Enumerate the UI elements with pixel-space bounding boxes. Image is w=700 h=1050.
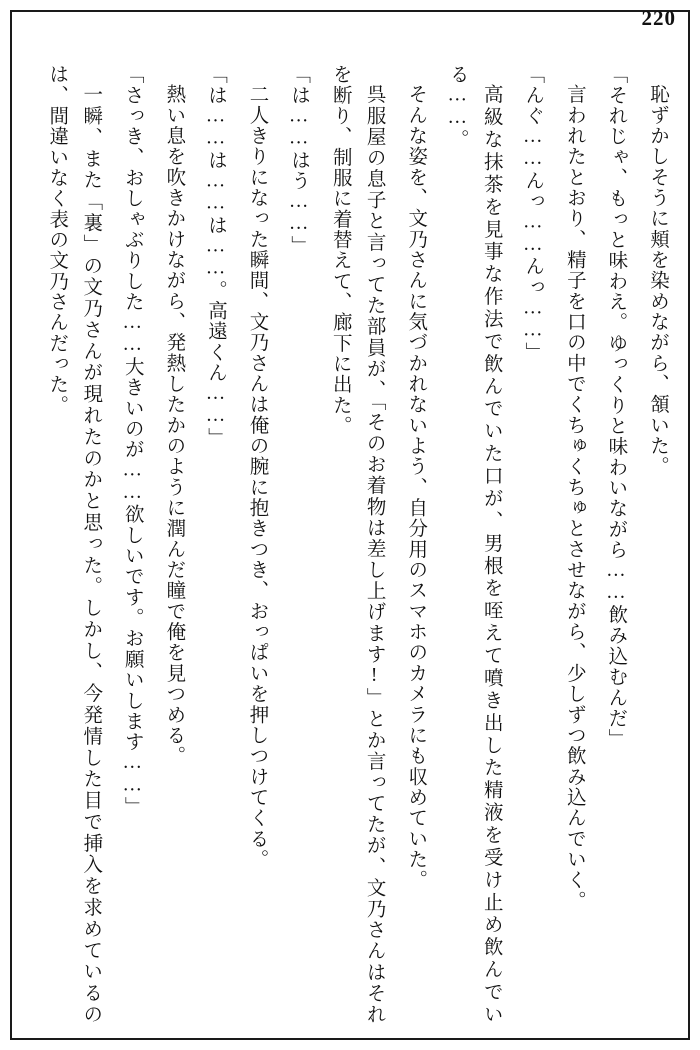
paragraph: 「それじゃ、もっと味わえ。ゆっくりと味わいながら……飲み込むんだ」 (605, 64, 627, 750)
paragraph: 熱い息を吹きかけながら、発熱したかのように潤んだ瞳で俺を見つめる。 (163, 83, 185, 766)
paragraph: 二人きりになった瞬間、文乃さんは俺の腕に抱きつき、おっぱいを押しつけてくる。 (246, 83, 268, 869)
paragraph: 「さっき、おしゃぶりした……大きいのが……欲しいです。お願いします……」 (121, 64, 143, 818)
paragraph: 呉服屋の息子と言ってた部員が、「そのお着物は差し上げます!」とか言ってたが、文乃さんはそれを断り、制服に着替えて、廊下に出た。 (329, 64, 385, 1024)
paragraph: 「は……は……は……。高遠くん……」 (204, 64, 226, 449)
paragraph: 高級な抹茶を見事な作法で飲んでいた口が、男根を咥えて噴き出した精液を受け止め飲んでいる……。 (446, 64, 502, 1024)
paragraph: 言われたとおり、精子を口の中でくちゅくちゅとさせながら、少しずつ飲み込んでいく。 (563, 83, 585, 911)
paragraph: 「は……はう……」 (288, 64, 310, 257)
page-number: 220 (641, 6, 676, 30)
paragraph: 一瞬、また「裏」の文乃さんが現れたのかと思った。しかし、今発情した目で挿入を求めているのは、間違いなく表の文乃さんだった。 (46, 64, 102, 1024)
paragraph: 恥ずかしそうに頬を染めながら、頷いた。 (647, 83, 668, 477)
paragraph: そんな姿を、文乃さんに気づかれないよう、自分用のスマホのカメラにも収めていた。 (405, 83, 427, 890)
paragraph: 「んぐ……んっ……んっ……」 (522, 64, 544, 363)
page-text-body (24, 44, 674, 1024)
